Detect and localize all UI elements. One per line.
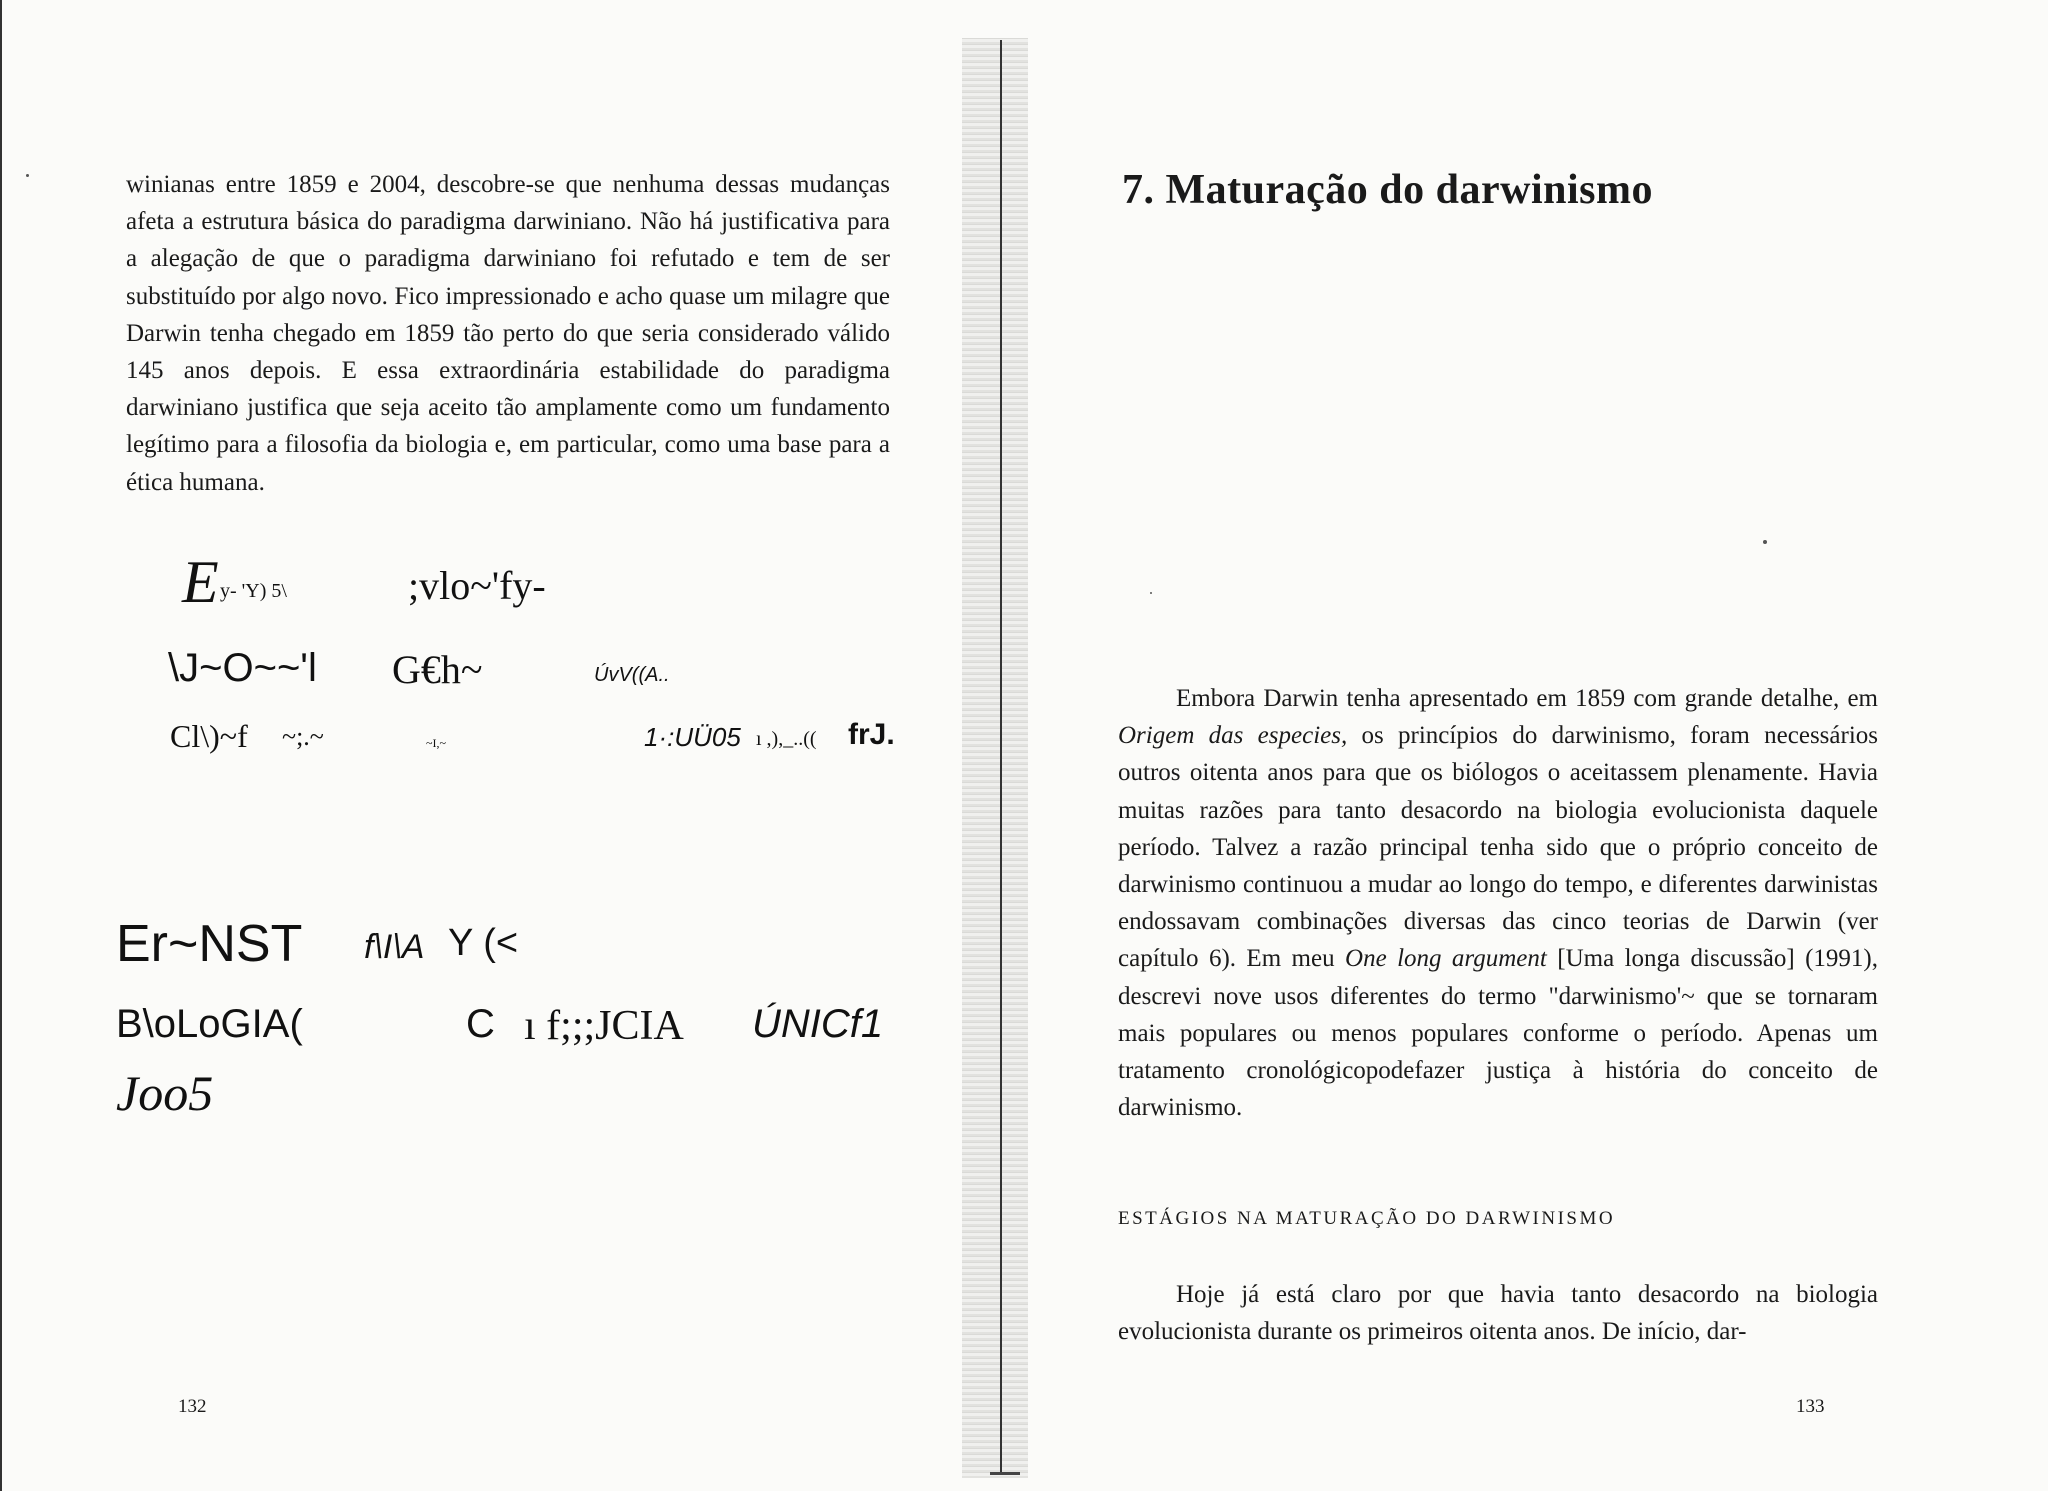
handwriting-line6-a: Joo5 — [116, 1065, 214, 1121]
left-paragraph: winianas entre 1859 e 2004, descobre-se que nenhuma dessas mudanças afeta a estrutura básica do paradigma darwiniano. Não há justificativa para a alegação de que o paradigma darwiniano foi refutado e tem de ser substituído por algo novo. Fico impressionado e acho quase um milagre que Darwin tenha chegado em 1859 tão perto do que seria considerado válido 145 anos depois. E essa extraordinária estabilidade do paradigma darwiniano justifica que seja aceito tão amplamente como um fundamento legítimo para a filosofia da biologia e, em particular, como uma base para a ética humana. — [126, 171, 890, 496]
paragraph1-part3: [Uma longa discussão] (1991), descrevi nove usos diferentes do termo "darwinismo'~ que se tornaram mais populares ou menos populares conforme o período. Apenas um tratamento cronológicopodefazer justiça à história do conceito de darwinismo. — [1118, 945, 1879, 1122]
scan-speck — [1763, 540, 1767, 544]
handwriting-line5-d: ÚNICf1 — [752, 1002, 884, 1046]
handwriting-line4-b: f\I\A — [364, 928, 425, 966]
left-body-text — [126, 166, 890, 501]
handwriting-line5-c: ı f;;;JCIA — [524, 1003, 684, 1049]
right-body-text-2 — [1118, 1276, 1878, 1350]
handwriting-line3-c: ~I,~ — [426, 736, 446, 750]
handwriting-line5-a: B\oLoGIA( — [116, 1002, 303, 1046]
handwriting-line1-c: ;vlo~'fy- — [408, 563, 546, 608]
handwriting-line4-a: Er~NST — [116, 915, 303, 973]
paragraph1-italic1: Origem das especies, — [1118, 722, 1348, 750]
section-heading: ESTÁGIOS NA MATURAÇÃO DO DARWINISMO — [1118, 1208, 1616, 1229]
scan-speck — [26, 174, 29, 177]
handwriting-line2-c: ÚvV((A.. — [594, 664, 670, 686]
left-page — [0, 0, 962, 1491]
handwriting-line2-b: G€h~ — [392, 647, 483, 692]
handwriting-line3-b: ~;.~ — [282, 722, 324, 751]
chapter-title: 7. Maturação do darwinismo — [1122, 167, 1653, 213]
scan-speck — [1150, 592, 1152, 594]
right-body-text — [1118, 680, 1878, 1126]
handwriting-line3-a: Cl\)~f — [170, 718, 248, 754]
paragraph1-part2: os princípios do darwinismo, foram necessários outros oitenta anos para que os biólogos o aceitassem plenamente. Havia muitas razões para tanto desacordo na biologia evolucionista daquele período. Talvez a razão principal tenha sido que o próprio conceito de darwinismo continuou a mudar ao longo do tempo, e diferentes darwinistas endossavam combinações diversas das cinco teorias de Darwin (ver capítulo 6). Em meu — [1118, 722, 1879, 973]
handwriting-line3-e: ı ,),_..(( — [756, 728, 817, 750]
page-number-right: 133 — [1796, 1396, 1825, 1417]
page-number-left: 132 — [178, 1396, 207, 1417]
handwriting-line5-b: C — [466, 1002, 495, 1046]
right-paragraph-2: Hoje já está claro por que havia tanto desacordo na biologia evolucionista durante os primeiros oitenta anos. De início, dar- — [1118, 1281, 1878, 1346]
handwriting-line3-d: 1·:UÜ05 — [644, 722, 741, 752]
handwriting-line3-f: frJ. — [848, 718, 895, 751]
paragraph1-italic2: One long argument — [1345, 945, 1547, 973]
handwriting-line2-a: \J~O~~'l — [168, 646, 317, 690]
handwriting-line4-c: Y (< — [448, 922, 519, 964]
paragraph1-part1: Embora Darwin tenha apresentado em 1859 com grande detalhe, em — [1176, 685, 1878, 712]
handwriting-line1-b: y- 'Y) 5\ — [220, 580, 287, 602]
handwriting-line1-a: E — [182, 549, 219, 615]
right-paragraph-1 — [1118, 680, 1878, 1126]
